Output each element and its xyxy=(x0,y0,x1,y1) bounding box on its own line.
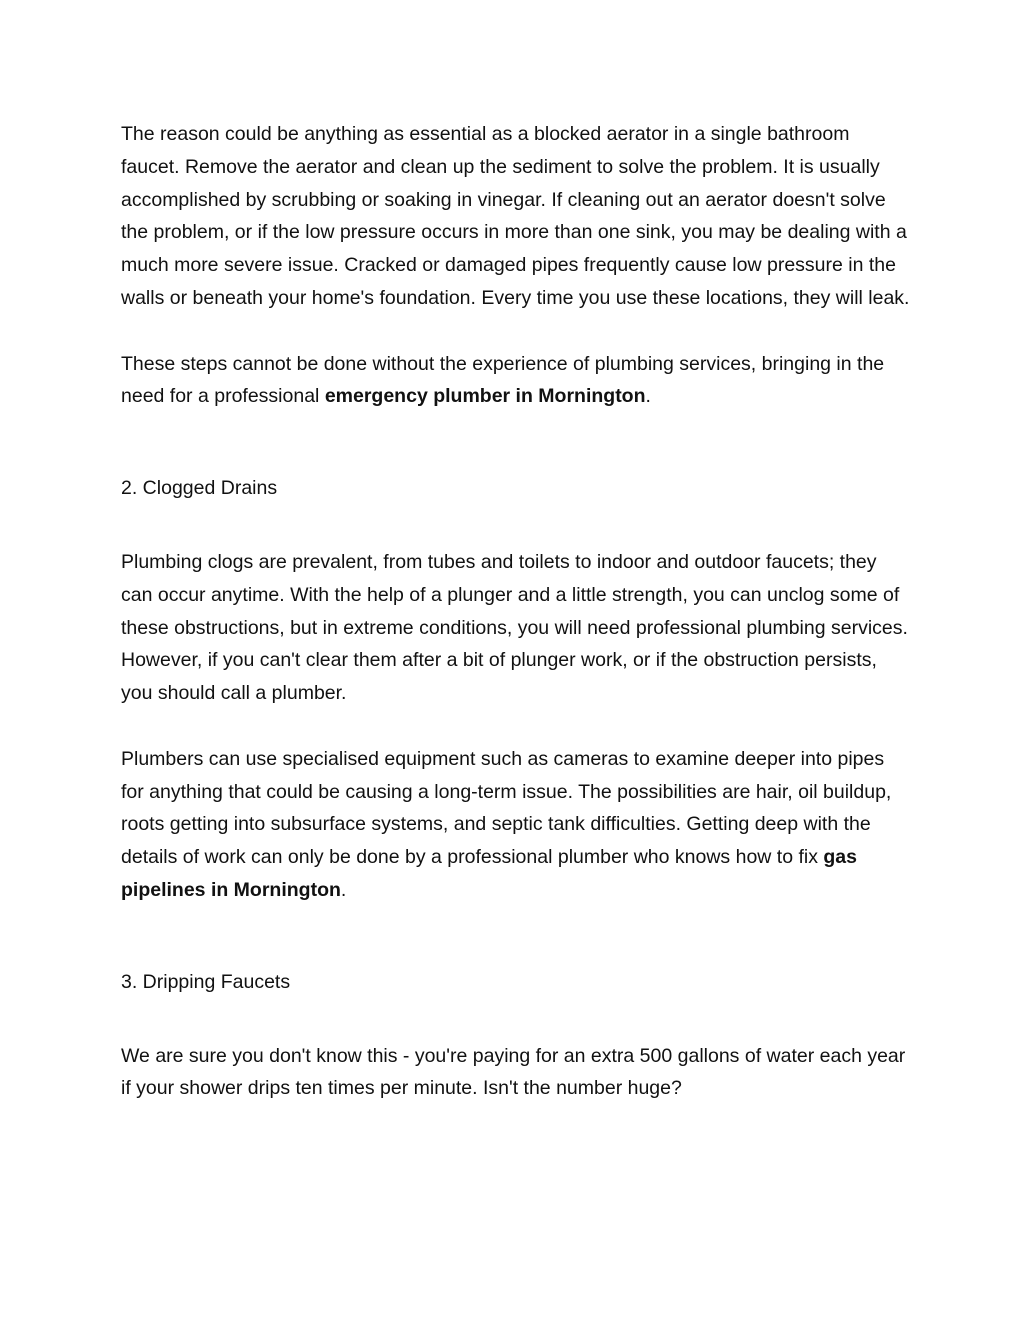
paragraph-clogs: Plumbing clogs are prevalent, from tubes and toilets to indoor and outdoor faucets; they can occur anytime. With the help of a plunger and a little strength, you can unclog some of these obstructions, but in extreme conditions, you will need professional plumbing services. However, if you can't clear them after a bit of plunger work, or if the obstruction persists, you should call a plumber. xyxy=(121,550,908,705)
section-spacer xyxy=(121,907,911,966)
document-body xyxy=(121,118,911,1105)
keyword-gas-pipelines: gas pipelines in Mornington xyxy=(121,846,857,901)
paragraph-text-end: . xyxy=(340,878,347,901)
heading-spacer xyxy=(121,505,911,546)
paragraph-specialised-equipment xyxy=(121,743,911,907)
section-spacer xyxy=(121,413,911,472)
paragraph-text: Plumbers can use specialised equipment such as cameras to examine deeper into pipes for anything that could be causing a long-term issue. The possibilities are hair, oil buildup, roots getting into subsurface systems, and septic tank difficulties. Getting deep with the details of work can only be done by a professional plumber who knows how to fix xyxy=(121,747,892,869)
paragraph-plumbing-services xyxy=(121,348,911,414)
paragraph-spacer xyxy=(121,710,911,743)
heading-dripping-faucets: 3. Dripping Faucets xyxy=(121,970,291,993)
heading-spacer xyxy=(121,999,911,1040)
paragraph-text-end: . xyxy=(645,385,651,408)
heading-clogged-drains: 2. Clogged Drains xyxy=(121,477,278,500)
paragraph-text: These steps cannot be done without the experience of plumbing services, bringing in the need for a professional xyxy=(121,352,885,408)
paragraph-aerator: The reason could be anything as essential as a blocked aerator in a single bathroom faucet. Remove the aerator and clean up the sediment to solve the problem. It is usually accomplished by scrubbing or soaking in vinegar. If cleaning out an aerator doesn't solve the problem, or if the low pressure occurs in more than one sink, you may be dealing with a much more severe issue. Cracked or damaged pipes frequently cause low pressure in the walls or beneath your home's foundation. Every time you use these locations, they will leak. xyxy=(121,123,910,309)
keyword-emergency-plumber: emergency plumber in Mornington xyxy=(324,385,646,408)
paragraph-spacer xyxy=(121,315,911,348)
paragraph-dripping: We are sure you don't know this - you're paying for an extra 500 gallons of water each year if your shower drips ten times per minute. Isn't the number huge? xyxy=(121,1044,906,1100)
